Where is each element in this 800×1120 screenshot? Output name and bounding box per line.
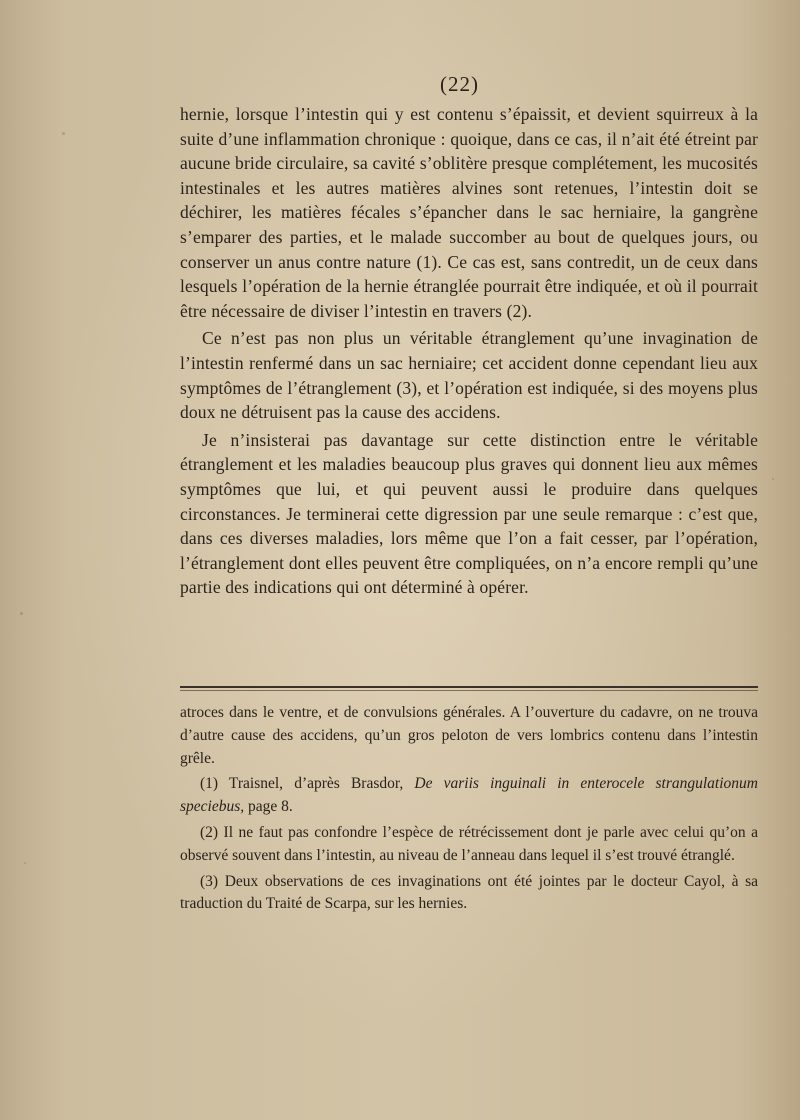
paper-stain (24, 862, 26, 864)
footnote-2: (2) Il ne faut pas confondre l’espèce de rétrécissement dont je parle avec celui qu’on a observé souvent dans l’intestin, au niveau de l’anneau dans lequel il s’est trouvé étranglé. (180, 823, 758, 864)
footnotes (180, 702, 758, 916)
footnote-1 (180, 773, 758, 819)
footnote-1-title: De variis inguinali in enterocele strangulationum speciebus, (180, 775, 758, 816)
footnote-1-page: page 8. (248, 798, 293, 816)
paper-stain (62, 132, 65, 135)
paragraph: Ce n’est pas non plus un véritable étranglement qu’une invagination de l’intestin renfermé dans un sac herniaire; cet accident donne cependant lieu aux symptômes de l’étranglement (3), et l’opération est indiquée, si des moyens plus doux ne détruisent pas la cause des accidens. (180, 328, 758, 423)
paragraph: hernie, lorsque l’intestin qui y est contenu s’épaissit, et devient squirreux à la suite d’une inflammation chronique : quoique, dans ce cas, il n’ait été étreint par aucune bride circulaire, sa cavité s’oblitère presque complétement, les mucosités intestinales et les autres matières alvines sont retenues, l’intestin doit se déchirer, les matières fécales s’épancher dans le sac herniaire, la gangrène s’emparer des parties, et le malade succomber au bout de quelques jours, ou conserver un anus contre nature (1). Ce cas est, sans contredit, un de ceux dans lesquels l’opération de la hernie étranglée pourrait être indiquée, et où il pourrait être nécessaire de diviser l’intestin en travers (2). (180, 104, 758, 321)
footnote-rule (180, 686, 758, 688)
footnote-3: (3) Deux observations de ces invaginations ont été jointes par le docteur Cayol, à sa traduction du Traité de Scarpa, sur les hernies. (180, 872, 758, 913)
main-text (180, 102, 758, 600)
paper-stain (772, 478, 774, 480)
page-number: (22) (440, 72, 479, 96)
paper-stain (20, 612, 23, 615)
paragraph: Je n’insisterai pas davantage sur cette distinction entre le véritable étranglement et les maladies beaucoup plus graves qui donnent lieu aux mêmes symptômes que lui, et qui peuvent aussi le produire dans quelques circonstances. Je terminerai cette digression par une seule remarque : c’est que, dans ces diverses maladies, lors même que l’on a fait cesser, par l’opération, l’étranglement dont elles peuvent être compliquées, on n’a encore rempli qu’une partie des indications qui ont déterminé à opérer. (180, 429, 758, 598)
footnote-continuation: atroces dans le ventre, et de convulsions générales. A l’ouverture du cadavre, on ne trouva d’autre cause des accidens, qu’un gros peloton de vers lombrics contenu dans l’intestin grêle. (180, 704, 758, 767)
footnote-1-text: (1) Traisnel, d’après Brasdor, (200, 775, 404, 793)
footnote-rule-thin (180, 690, 758, 691)
